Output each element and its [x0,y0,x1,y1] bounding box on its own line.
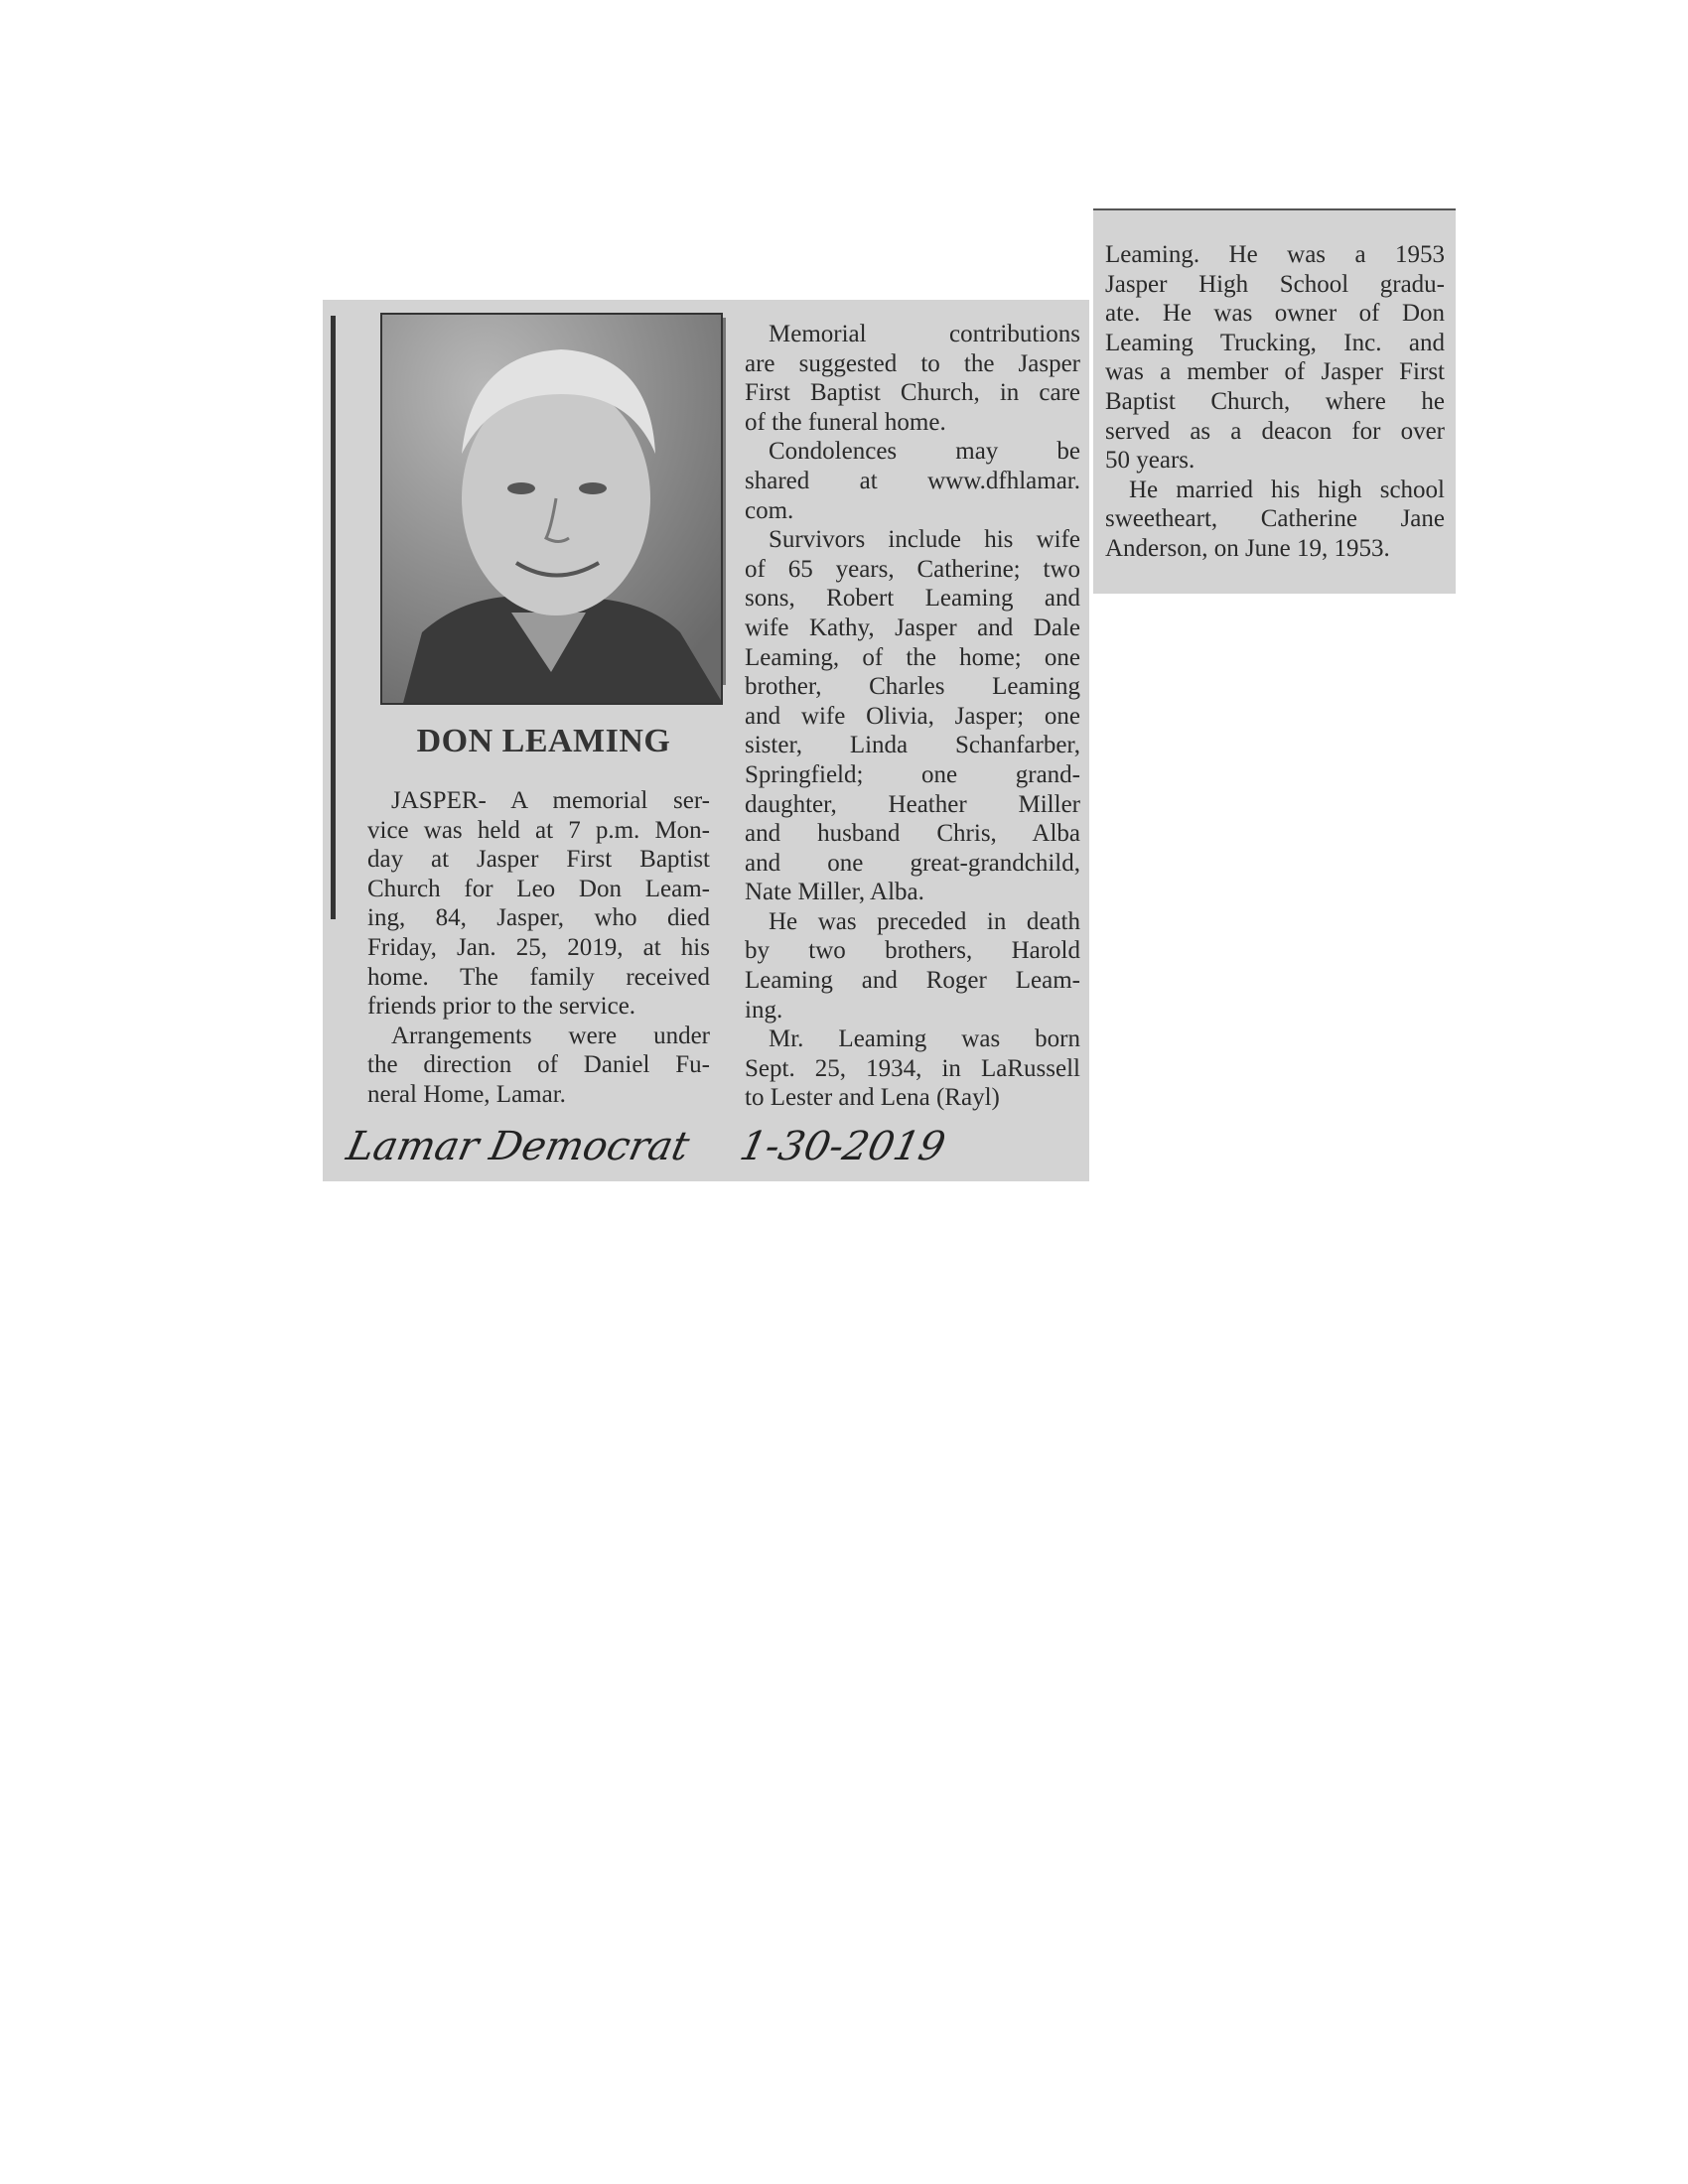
text-line: brother, Charles Leaming [745,673,1080,701]
text-line: day at Jasper First Baptist [367,846,710,874]
paragraph [1105,240,1445,476]
paragraph [1105,476,1445,564]
paragraph [745,1024,1080,1113]
portrait-photo [380,313,723,705]
text-line: vice was held at 7 p.m. Mon- [367,816,710,844]
text-line: wife Kathy, Jasper and Dale [745,614,1080,641]
text-line: by two brothers, Harold [745,937,1080,965]
text-line: and wife Olivia, Jasper; one [745,702,1080,730]
text-line: daughter, Heather Miller [745,790,1080,818]
paragraph [367,786,710,1022]
text-line: Jasper High School gradu- [1105,270,1445,298]
handwritten-source: Lamar Democrat [343,1124,694,1169]
text-line: of the funeral home. [745,408,946,436]
text-line: Church for Leo Don Leam- [367,875,710,902]
text-line: are suggested to the Jasper [745,349,1080,377]
portrait-image [382,315,723,705]
column-rule [723,318,726,685]
text-line: Leaming. He was a 1953 [1105,241,1445,268]
text-line: Nate Miller, Alba. [745,879,924,906]
text-line: and husband Chris, Alba [745,820,1080,848]
text-line: sweetheart, Catherine Jane [1105,505,1445,533]
text-line: the direction of Daniel Fu- [367,1051,710,1079]
text-line: Mr. Leaming was born [769,1025,1080,1053]
text-line: Leaming Trucking, Inc. and [1105,329,1445,356]
text-line: ing. [745,996,783,1024]
text-line: shared at www.dfhlamar. [745,467,1080,494]
obituary-headline: DON LEAMING [416,723,671,759]
paragraph [745,320,1080,437]
text-line: was a member of Jasper First [1105,358,1445,386]
text-line: to Lester and Lena (Rayl) [745,1084,1000,1112]
text-line: Springfield; one grand- [745,760,1080,788]
text-line: and one great-grandchild, [745,849,1080,877]
paragraph [745,437,1080,525]
text-line: Baptist Church, where he [1105,387,1445,415]
text-line: home. The family received [367,963,710,991]
text-line: served as a deacon for over [1105,417,1445,445]
text-line: 50 years. [1105,447,1196,475]
text-line: sons, Robert Leaming and [745,585,1080,613]
paragraph [745,907,1080,1024]
text-line: com. [745,496,794,524]
text-line: Survivors include his wife [769,526,1080,554]
paragraph [367,1022,710,1110]
handwritten-source-note [343,1124,989,1169]
column-2 [745,320,1080,1113]
text-line: sister, Linda Schanfarber, [745,732,1080,759]
text-line: Friday, Jan. 25, 2019, at his [367,933,710,961]
text-line: He was preceded in death [769,907,1080,935]
column-3 [1105,240,1445,564]
text-line: friends prior to the service. [367,993,636,1021]
text-line: Sept. 25, 1934, in LaRussell [745,1054,1080,1082]
text-line: neral Home, Lamar. [367,1080,566,1108]
text-line: Memorial contributions [769,321,1080,347]
text-line: First Baptist Church, in care [745,379,1080,407]
text-line: ate. He was owner of Don [1105,300,1445,328]
column-rule [331,316,336,919]
text-line: Arrangements were under [391,1022,710,1049]
text-line: of 65 years, Catherine; two [745,555,1080,583]
paragraph [745,525,1080,907]
text-line: ing, 84, Jasper, who died [367,904,710,932]
text-line: Leaming, of the home; one [745,643,1080,671]
text-line: JASPER- A memorial ser- [391,787,710,814]
handwritten-date: 1-30-2019 [736,1124,950,1169]
text-line: Leaming and Roger Leam- [745,967,1080,995]
text-line: He married his high school [1129,476,1445,503]
text-line: Condolences may be [769,438,1080,466]
column-1 [367,786,710,1110]
text-line: Anderson, on June 19, 1953. [1105,534,1390,562]
